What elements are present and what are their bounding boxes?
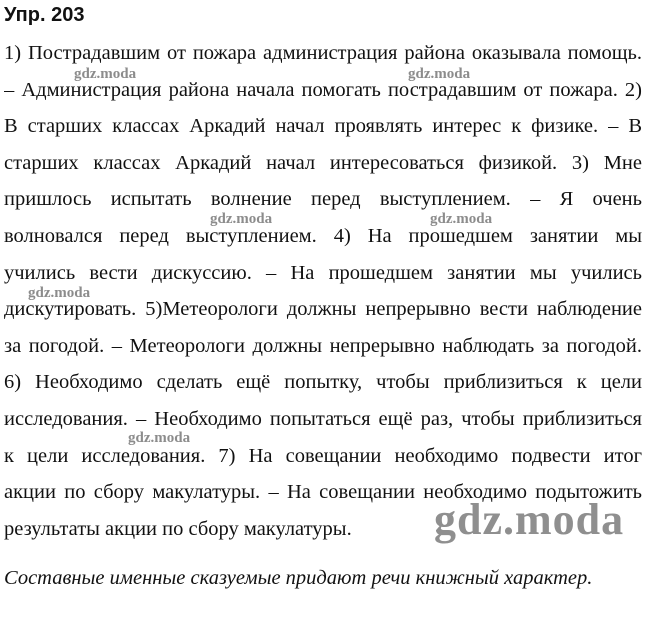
text-line-13: акции по сбору макулатуры. – На совещании необходимо подытожить (4, 481, 642, 504)
text-line-14: результаты акции по сбору макулатуры. (4, 517, 352, 540)
conclusion-text: Составные именные сказуемые придают речи книжный характер. (4, 567, 593, 589)
text-line-1: 1) Пострадавшим от пожара администрация района оказывала помощь. (4, 42, 642, 64)
watermark-small-4: gdz.moda (430, 211, 493, 227)
text-line-3: В старших классах Аркадий начал проявлять интерес к физике. – В (4, 115, 642, 138)
watermark-small-3: gdz.moda (210, 211, 273, 227)
watermark-small-2: gdz.moda (408, 66, 471, 82)
text-line-8: дискутировать. 5)Метеорологи должны непрерывно вести наблюдение (4, 298, 642, 321)
watermark-small-5: gdz.moda (28, 285, 91, 301)
text-line-12: к цели исследования. 7) На совещании необходимо подвести итог (4, 444, 642, 467)
text-line-5: пришлось испытать волнение перед выступлением. – Я очень (4, 188, 642, 211)
watermark-large: gdz.moda (434, 495, 625, 544)
text-line-2: – Администрация района начала помогать пострадавшим от пожара. 2) (4, 78, 642, 101)
text-line-4: старших классах Аркадий начал интересоваться физикой. 3) Мне (4, 151, 642, 174)
watermark-small-6: gdz.moda (128, 430, 191, 446)
exercise-text (4, 35, 642, 547)
text-line-7: учились вести дискуссию. – На прошедшем занятии мы учились (4, 261, 642, 284)
watermark-small-1: gdz.moda (74, 66, 137, 82)
text-line-10: 6) Необходимо сделать ещё попытку, чтобы приблизиться к цели (4, 371, 642, 394)
exercise-heading: Упр. 203 (4, 4, 85, 26)
text-line-9: за погодой. – Метеорологи должны непрерывно наблюдать за погодой. (4, 334, 642, 357)
text-line-6: волновался перед выступлением. 4) На прошедшем занятии мы (4, 224, 642, 247)
text-line-11: исследования. – Необходимо попытаться ещё раз, чтобы приблизиться (4, 407, 642, 430)
